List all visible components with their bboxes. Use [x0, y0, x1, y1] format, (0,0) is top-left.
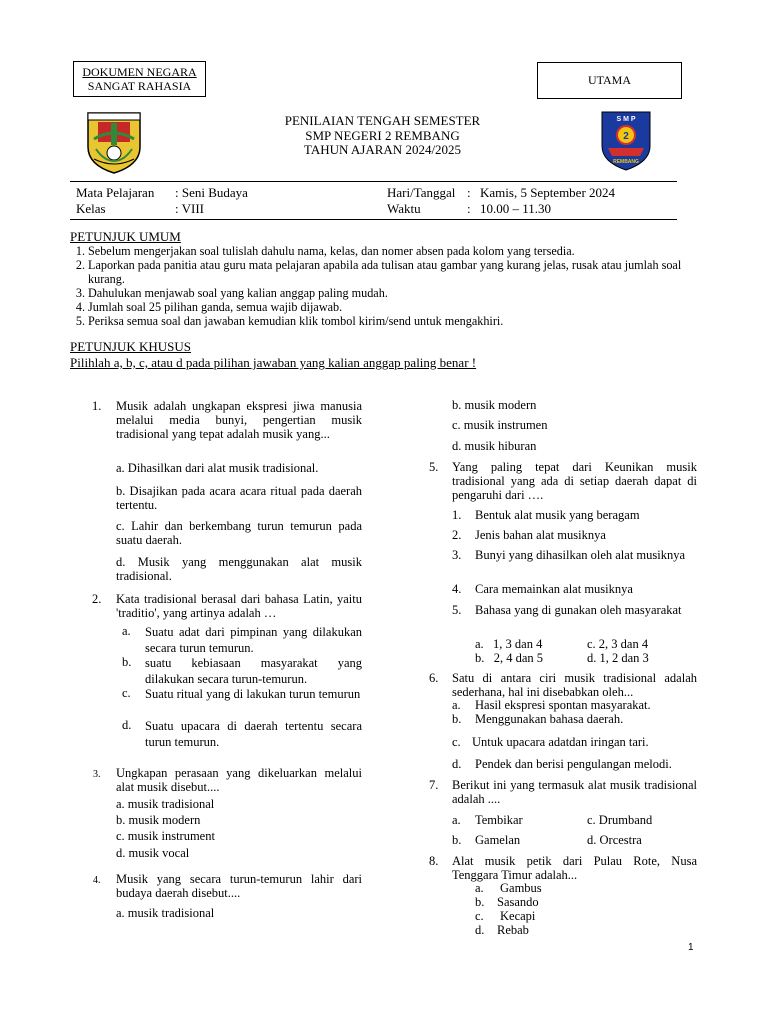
q6-option-d-letter: d. — [452, 757, 462, 771]
q6-option-c-letter: c. — [452, 735, 461, 749]
time-value: 10.00 – 11.30 — [480, 201, 552, 216]
subject-label: Mata Pelajaran — [76, 185, 155, 200]
q1-option-c[interactable]: c. Lahir dan berkembang turun temurun pada suatu daerah. — [116, 519, 362, 547]
info-top-rule — [70, 181, 677, 182]
day-separator: : — [467, 185, 471, 200]
classification-line-1: DOKUMEN NEGARA — [82, 65, 197, 79]
q1-text: Musik adalah ungkapan ekspresi jiwa manusia melalui media bunyi, pengertian musik tradisional yang tepat adalah musik yang... — [116, 399, 362, 441]
q6-option-a[interactable]: Hasil ekspresi spontan masyarakat. — [475, 698, 651, 712]
q5-number: 5. — [429, 460, 439, 474]
q5-text: Yang paling tepat dari Keunikan musik tradisional yang ada di setiap daerah dapat di pengaruhi dari …. — [452, 460, 697, 502]
q5-item-text: Bentuk alat musik yang beragam — [475, 508, 640, 522]
q4-option-b[interactable]: b. musik modern — [452, 398, 537, 412]
q2-option-c-letter: c. — [122, 686, 131, 700]
q6-option-a-letter: a. — [452, 698, 461, 712]
q4-text: Musik yang secara turun-temurun lahir dari budaya daerah disebut.... — [116, 872, 362, 900]
time-label: Waktu — [387, 201, 421, 216]
q2-number: 2. — [92, 592, 102, 606]
list-item: 5. Periksa semua soal dan jawaban kemudian klik tombol kirim/send untuk mengakhiri. — [75, 314, 504, 328]
q8-number: 8. — [429, 854, 439, 868]
list-item: 1. Sebelum mengerjakan soal tulislah dahulu nama, kelas, dan nomer absen pada kolom yang tersedia. — [75, 244, 575, 258]
q4-number: 4. — [93, 875, 101, 886]
q3-option-d[interactable]: d. musik vocal — [116, 846, 190, 860]
q4-option-a[interactable]: a. musik tradisional — [116, 906, 215, 920]
q7-option-b-letter: b. — [452, 833, 462, 847]
q7-option-d[interactable]: d. Orcestra — [587, 833, 642, 847]
subject-value: : Seni Budaya — [175, 185, 248, 200]
q5-item-number: 1. — [452, 508, 462, 522]
q5-item-number: 2. — [452, 528, 462, 542]
list-item: 4. Jumlah soal 25 pilihan ganda, semua wajib dijawab. — [75, 300, 343, 314]
day-value: Kamis, 5 September 2024 — [480, 185, 616, 200]
academic-year: TAHUN AJARAN 2024/2025 — [303, 142, 462, 157]
q5-item-number: 4. — [452, 582, 462, 596]
q7-option-a-letter: a. — [452, 813, 461, 827]
q2-option-b[interactable]: suatu kebiasaan masyarakat yang dilakukan secara turun-temurun. — [145, 656, 362, 686]
q5-option-b[interactable]: b. 2, 4 dan 5 — [475, 651, 544, 665]
q4-option-c[interactable]: c. musik instrumen — [452, 418, 548, 432]
time-separator: : — [467, 201, 471, 216]
q8-option-d-letter: d. — [475, 923, 485, 937]
q7-option-a[interactable]: Tembikar — [475, 813, 523, 827]
q8-option-a-letter: a. — [475, 881, 484, 895]
classification-line-2: SANGAT RAHASIA — [87, 79, 192, 93]
school-badge-icon — [600, 110, 652, 172]
page-number: 1 — [688, 942, 694, 953]
q7-number: 7. — [429, 778, 439, 792]
q3-option-a[interactable]: a. musik tradisional — [116, 797, 215, 811]
q8-option-b-letter: b. — [475, 895, 485, 909]
info-bottom-rule — [70, 219, 677, 220]
q6-option-b[interactable]: Menggunakan bahasa daerah. — [475, 712, 624, 726]
q3-option-b[interactable]: b. musik modern — [116, 813, 201, 827]
q5-option-d[interactable]: d. 1, 2 dan 3 — [587, 651, 649, 665]
q2-option-c[interactable]: Suatu ritual yang di lakukan turun temurun — [145, 687, 361, 701]
q8-option-c-letter: c. — [475, 909, 484, 923]
q6-text: Satu di antara ciri musik tradisional adalah sederhana, hal ini disebabkan oleh... — [452, 671, 697, 699]
day-label: Hari/Tanggal — [387, 185, 456, 200]
q8-option-a[interactable]: Gambus — [500, 881, 542, 895]
q7-text: Berikut ini yang termasuk alat musik tradisional adalah .... — [452, 778, 697, 806]
q5-item-number: 3. — [452, 548, 462, 562]
list-item: 2. Laporkan pada panitia atau guru mata pelajaran apabila ada tulisan atau gambar yang kurang jelas, rusak atau jumlah soal kurang. — [75, 258, 682, 286]
q6-option-b-letter: b. — [452, 712, 462, 726]
q3-option-c[interactable]: c. musik instrument — [116, 829, 215, 843]
badge-text-number: 2 — [623, 131, 629, 142]
q6-option-c[interactable]: Untuk upacara adatdan iringan tari. — [472, 735, 649, 749]
q8-option-b[interactable]: Sasando — [497, 895, 539, 909]
badge-text-top: S M P — [616, 116, 636, 123]
q2-text: Kata tradisional berasal dari bahasa Latin, yaitu 'traditio', yang artinya adalah … — [116, 592, 362, 620]
general-instructions-heading: PETUNJUK UMUM — [70, 229, 181, 244]
specific-instructions-heading: PETUNJUK KHUSUS — [70, 339, 191, 354]
exam-title-block — [220, 114, 545, 158]
q7-option-c[interactable]: c. Drumband — [587, 813, 653, 827]
q5-item-text: Jenis bahan alat musiknya — [475, 528, 606, 542]
q8-option-c[interactable]: Kecapi — [500, 909, 536, 923]
q8-option-d[interactable]: Rebab — [497, 923, 529, 937]
q2-option-b-letter: b. — [122, 655, 132, 669]
q1-option-a[interactable]: a. Dihasilkan dari alat musik tradisional. — [116, 461, 319, 475]
q5-item-text: Bahasa yang di gunakan oleh masyarakat — [475, 603, 682, 617]
class-label: Kelas — [76, 201, 106, 216]
q1-option-b[interactable]: b. Disajikan pada acara acara ritual pada daerah tertentu. — [116, 484, 362, 512]
badge-text-bottom: REMBANG — [613, 159, 639, 165]
specific-instructions-text: Pilihlah a, b, c, atau d pada pilihan jawaban yang kalian anggap paling benar ! — [70, 355, 477, 370]
q4-option-d[interactable]: d. musik hiburan — [452, 439, 537, 453]
q2-option-a-letter: a. — [122, 624, 131, 638]
q1-option-d[interactable]: d. Musik yang menggunakan alat musik tradisional. — [116, 555, 362, 583]
school-name: SMP NEGERI 2 REMBANG — [305, 127, 460, 143]
exam-title: PENILAIAN TENGAH SEMESTER — [284, 113, 481, 128]
classification-box — [73, 61, 206, 97]
q2-option-a[interactable]: Suatu adat dari pimpinan yang dilakukan secara turun temurun. — [145, 625, 362, 655]
q7-option-b[interactable]: Gamelan — [475, 833, 521, 847]
q2-option-d-letter: d. — [122, 718, 132, 732]
q5-option-a[interactable]: a. 1, 3 dan 4 — [475, 637, 543, 651]
q6-option-d[interactable]: Pendek dan berisi pengulangan melodi. — [475, 757, 672, 771]
q5-item-text: Cara memainkan alat musiknya — [475, 582, 633, 596]
regency-crest-icon — [84, 109, 144, 175]
exam-type-box: UTAMA — [537, 62, 682, 99]
q5-item-number: 5. — [452, 603, 462, 617]
q1-number: 1. — [92, 399, 102, 413]
list-item: 3. Dahulukan menjawab soal yang kalian anggap paling mudah. — [75, 286, 388, 300]
class-value: : VIII — [175, 201, 205, 216]
q2-option-d[interactable]: Suatu upacara di daerah tertentu secara turun temurun. — [145, 719, 362, 749]
general-instructions-list — [74, 244, 704, 328]
q3-number: 3. — [93, 769, 101, 780]
q5-option-c[interactable]: c. 2, 3 dan 4 — [587, 637, 649, 651]
q6-number: 6. — [429, 671, 439, 685]
q8-text: Alat musik petik dari Pulau Rote, Nusa Tenggara Timur adalah... — [452, 854, 697, 882]
q3-text: Ungkapan perasaan yang dikeluarkan melalui alat musik disebut.... — [116, 766, 362, 794]
q5-item-text: Bunyi yang dihasilkan oleh alat musiknya — [475, 548, 686, 562]
